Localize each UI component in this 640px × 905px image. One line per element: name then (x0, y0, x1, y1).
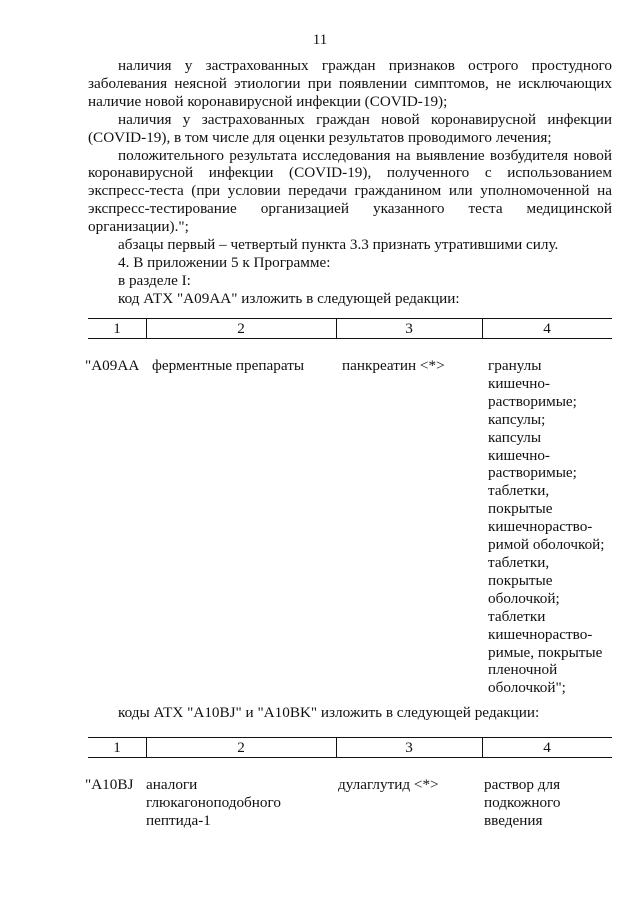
body-text (88, 57, 612, 308)
dosage-form-line: введения (484, 811, 543, 829)
dosage-form-line: таблетки, (488, 482, 550, 500)
drug-name: дулаглутид <*> (338, 776, 439, 793)
dosage-form-line: растворимые; (488, 392, 577, 410)
dosage-form-line: кишечно- (488, 374, 550, 392)
dosage-form-line: оболочкой"; (488, 679, 566, 697)
table-header-cell: 2 (237, 320, 245, 337)
atc-table-a10bj (85, 737, 612, 829)
dosage-form-line: римой оболочкой; (488, 536, 605, 554)
dosage-form-line: покрытые (488, 500, 553, 518)
table-header-cell: 4 (543, 320, 551, 337)
table-header-cell: 1 (113, 739, 121, 756)
paragraph: 4. В приложении 5 к Программе: (118, 253, 331, 271)
group-line: аналоги (146, 776, 198, 793)
table-header-cell: 1 (113, 320, 121, 337)
pharmacological-group: ферментные препараты (152, 357, 305, 374)
dosage-form-line: пленочной (488, 661, 558, 679)
table-header-cell: 3 (405, 320, 413, 337)
paragraph: в разделе I: (118, 271, 191, 289)
table-header-cell: 4 (543, 739, 551, 756)
dosage-form-line: римые, покрытые (488, 643, 603, 661)
paragraph: код АТХ "A09AA" изложить в следующей редакции: (118, 289, 460, 307)
atc-code: "A10BJ (85, 776, 134, 793)
dosage-form-line: раствор для (484, 776, 561, 793)
dosage-form-line: кишечнораство- (488, 625, 593, 643)
dosage-form-line: таблетки, (488, 553, 550, 571)
paragraph: положительного результата исследования на выявление возбудителя новой коронавирусной инфекции (COVID-19), полученного с использованием экспресс-теста (при условии передачи гражданином или уполномоченной на экспресс-тестирование организацией указанного теста медицинской организации)."; (88, 146, 612, 236)
dosage-forms (484, 776, 614, 830)
paragraph: абзацы первый – четвертый пункта 3.3 признать утратившими силу. (118, 236, 559, 254)
dosage-form-line: покрытые (488, 571, 553, 589)
intro-paragraph: коды АТХ "A10BJ" и "A10BK" изложить в следующей редакции: (118, 704, 540, 721)
table-header-cell: 2 (237, 739, 245, 756)
dosage-form-line: таблетки (488, 607, 546, 625)
dosage-form-line: подкожного (484, 793, 561, 811)
table-header-row (88, 737, 612, 758)
dosage-form-line: кишечно- (488, 446, 550, 464)
paragraph: наличия у застрахованных граждан признаков острого простудного заболевания неясной этиологии при появлении симптомов, не исключающих наличие новой коронавирусной инфекции (COVID-19); (88, 57, 612, 110)
dosage-forms (488, 357, 618, 697)
paragraph: наличия у застрахованных граждан новой коронавирусной инфекции (COVID-19), в том числе для оценки результатов проводимого лечения; (88, 110, 612, 146)
dosage-form-line: капсулы (488, 428, 542, 446)
drug-name: панкреатин <*> (342, 357, 445, 374)
table-header-cell: 3 (405, 739, 413, 756)
atc-code: "A09AA (85, 357, 140, 374)
dosage-form-line: кишечнораство- (488, 518, 593, 536)
atc-table-a09aa (85, 318, 612, 697)
group-line: глюкагоноподобного (146, 793, 281, 811)
page-number: 11 (312, 32, 328, 48)
dosage-form-line: капсулы; (488, 410, 546, 428)
dosage-form-line: растворимые; (488, 464, 577, 482)
table-header-row (88, 318, 612, 339)
pharmacological-group (146, 776, 332, 830)
dosage-form-line: гранулы (488, 357, 542, 374)
group-line: пептида-1 (146, 811, 211, 829)
dosage-form-line: оболочкой; (488, 589, 560, 607)
